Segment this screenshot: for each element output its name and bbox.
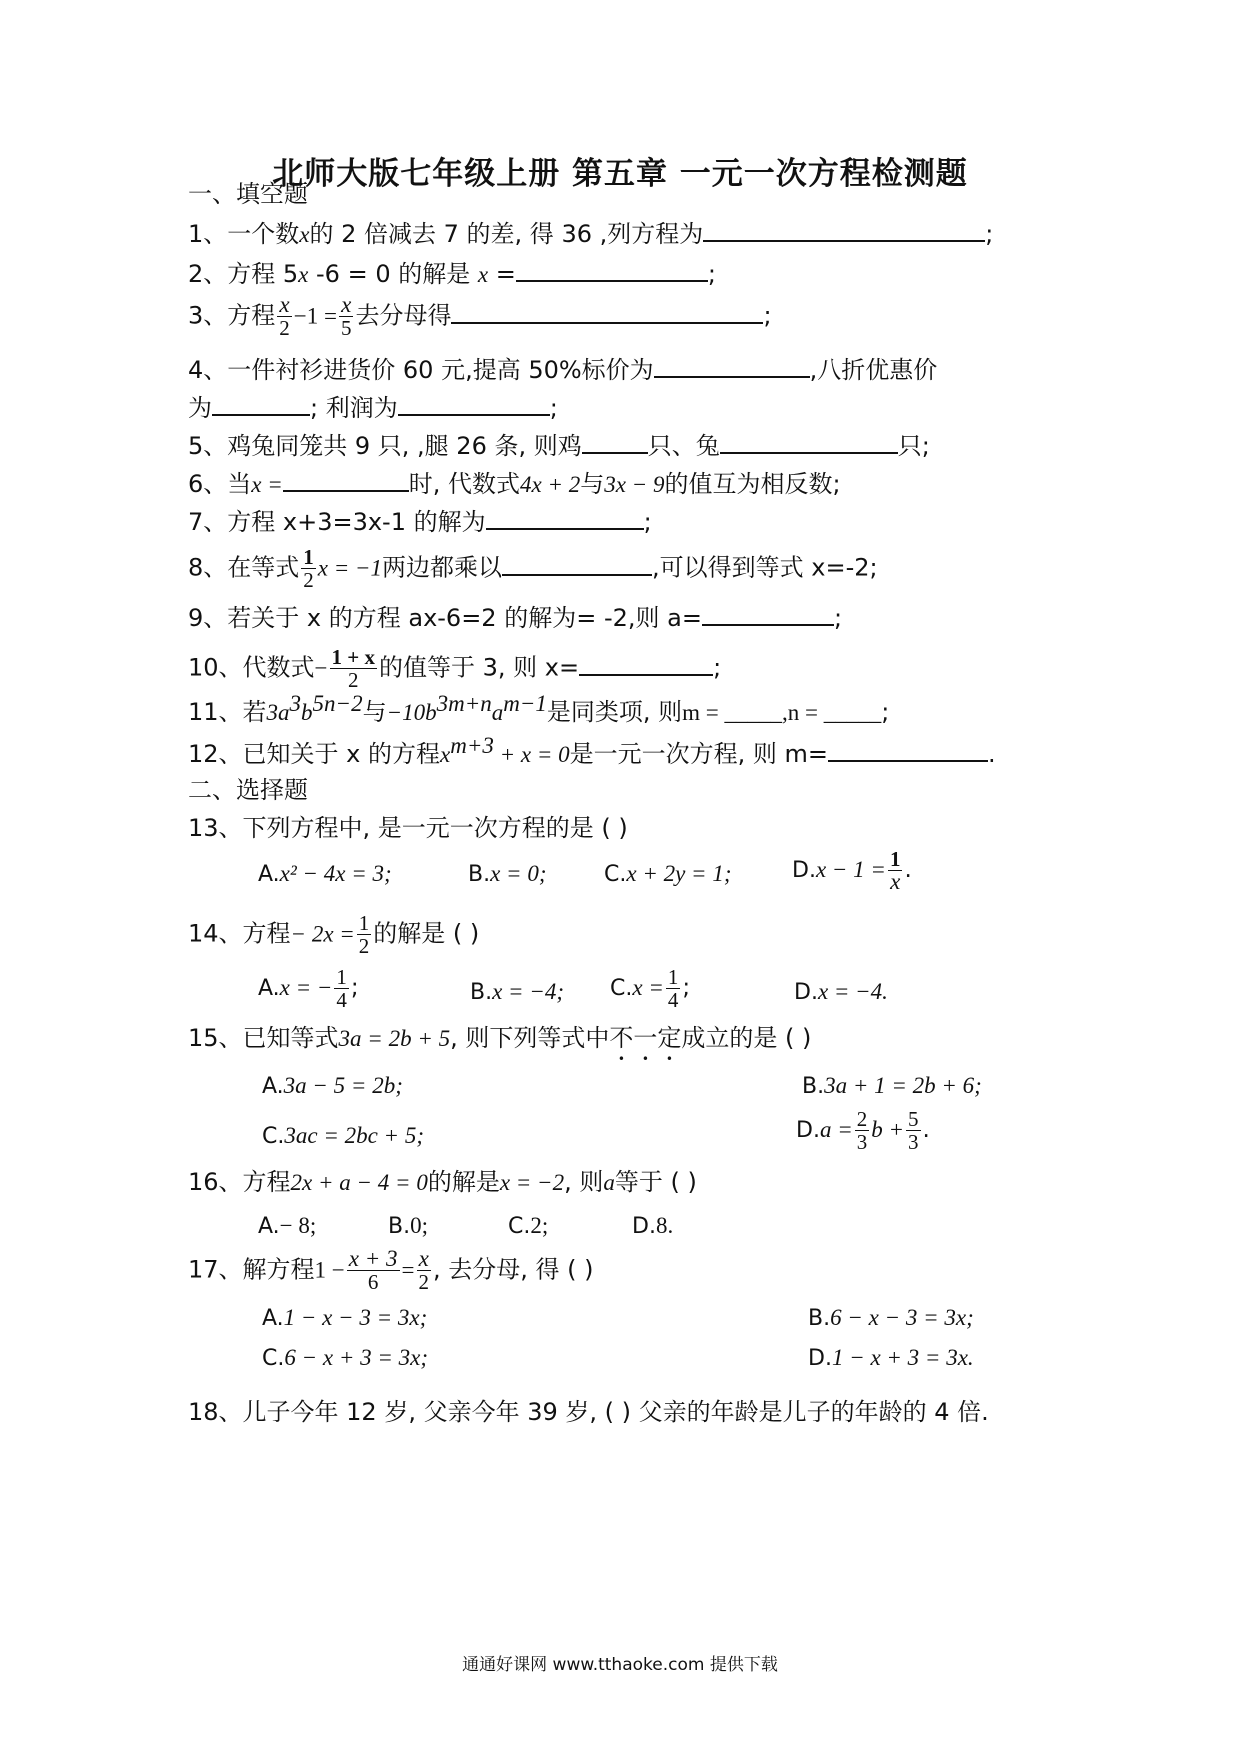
- option-c[interactable]: C.x + 2y = 1;: [604, 861, 732, 887]
- answer-blank[interactable]: [828, 736, 988, 762]
- fraction: $\frac{x + 3}{6}$: [348, 1246, 398, 1294]
- question-10: 10、代数式− $\frac{1 + x}{2}$ 的值等于 3, 则 x= ;: [188, 645, 722, 692]
- answer-blank[interactable]: [702, 600, 834, 626]
- answer-blank[interactable]: [579, 650, 713, 676]
- question-5: 5、鸡兔同笼共 9 只, ,腿 26 条, 则鸡 只、兔 只;: [188, 428, 930, 462]
- option-d[interactable]: D.a = $\frac{2}{3}$ b + $\frac{5}{3}$ .: [796, 1107, 930, 1154]
- question-4-cont: 为 ; 利润为 ;: [188, 390, 558, 424]
- option-c[interactable]: C.6 − x + 3 = 3x;: [262, 1345, 428, 1371]
- fraction: $\frac{x}{2}$: [418, 1246, 429, 1294]
- option-a[interactable]: A.− 8;: [258, 1213, 317, 1239]
- option-c[interactable]: C.2;: [508, 1213, 549, 1239]
- question-15: 15、已知等式3a = 2b + 5, 则下列等式中不一定成立的是 ( ): [188, 1024, 812, 1052]
- page-title: 北师大版七年级上册 第五章 一元一次方程检测题: [272, 156, 968, 192]
- fraction: $\frac{1 + x}{2}$: [331, 645, 375, 692]
- question-4: 4、一件衬衫进货价 60 元,提高 50%标价为 ,八折优惠价: [188, 352, 937, 386]
- fraction: $\frac{1}{2}$: [358, 911, 370, 958]
- answer-blank[interactable]: [582, 428, 648, 454]
- option-d[interactable]: D.8.: [632, 1213, 674, 1239]
- question-11: 11、若$3a^3b^{5n-2}$与$-10b^{3m+n}a^{m-1}$是同类项, 则m = _____,n = _____;: [188, 691, 890, 726]
- option-b[interactable]: B.x = −4;: [470, 979, 565, 1005]
- question-7: 7、方程 x+3=3x-1 的解为 ;: [188, 504, 652, 538]
- question-8: 8、在等式 $\frac{1}{2}$ x = −1两边都乘以 ,可以得到等式 x=-2;: [188, 545, 878, 592]
- answer-blank[interactable]: [703, 216, 985, 242]
- answer-blank[interactable]: [212, 390, 310, 416]
- option-a[interactable]: A.x² − 4x = 3;: [258, 861, 392, 887]
- answer-blank[interactable]: [516, 256, 708, 282]
- question-3: 3、方程 $\frac{x}{2}$ −1 = $\frac{x}{5}$ 去分母得 ;: [188, 292, 772, 340]
- question-17: 17、解方程1 − $\frac{x + 3}{6}$ = $\frac{x}{2}$ , 去分母, 得 ( ): [188, 1246, 594, 1294]
- answer-blank[interactable]: [451, 298, 763, 324]
- question-14: 14、方程− 2x = $\frac{1}{2}$ 的解是 ( ): [188, 911, 480, 958]
- question-9: 9、若关于 x 的方程 ax-6=2 的解为= -2,则 a= ;: [188, 600, 842, 634]
- answer-blank[interactable]: [398, 390, 550, 416]
- option-c[interactable]: C.3ac = 2bc + 5;: [262, 1123, 424, 1149]
- option-b[interactable]: B.0;: [388, 1213, 428, 1239]
- question-12: 12、已知关于 x 的方程$x^{m+3} + x = 0$是一元一次方程, 则 m= .: [188, 733, 996, 768]
- emphasis-text: 不一定: [609, 1024, 682, 1052]
- footer-credit: 通通好课网 www.tthaoke.com 提供下载: [462, 1655, 778, 1675]
- question-1: 1、一个数x的 2 倍减去 7 的差, 得 36 ,列方程为 ;: [188, 216, 993, 251]
- question-6: 6、当x = 时, 代数式4x + 2与3x − 9的值互为相反数;: [188, 466, 841, 501]
- answer-blank[interactable]: [654, 352, 810, 378]
- question-18: 18、儿子今年 12 岁, 父亲今年 39 岁, ( ) 父亲的年龄是儿子的年龄的 4 倍.: [188, 1398, 989, 1426]
- question-16: 16、方程2x + a − 4 = 0的解是x = −2, 则a等于 ( ): [188, 1168, 697, 1196]
- option-a[interactable]: A.x = − $\frac{1}{4}$ ;: [258, 965, 359, 1012]
- question-2: 2、方程 5x -6 = 0 的解是 x = ;: [188, 256, 716, 291]
- option-d[interactable]: D.x = −4.: [794, 979, 888, 1005]
- answer-blank[interactable]: [720, 428, 898, 454]
- fraction: $\frac{x}{2}$: [279, 292, 290, 340]
- option-d[interactable]: D.1 − x + 3 = 3x.: [808, 1345, 974, 1371]
- option-d[interactable]: D.x − 1 = $\frac{1}{x}$ .: [792, 847, 912, 894]
- option-b[interactable]: B.6 − x − 3 = 3x;: [808, 1305, 974, 1331]
- answer-blank[interactable]: [502, 550, 652, 576]
- option-a[interactable]: A.1 − x − 3 = 3x;: [262, 1305, 428, 1331]
- option-b[interactable]: B.3a + 1 = 2b + 6;: [802, 1073, 982, 1099]
- fraction: $\frac{x}{5}$: [340, 292, 352, 340]
- section-fill-in: 一、填空题: [188, 180, 308, 208]
- option-b[interactable]: B.x = 0;: [468, 861, 547, 887]
- fraction: $\frac{1}{2}$: [303, 545, 314, 592]
- option-a[interactable]: A.3a − 5 = 2b;: [262, 1073, 403, 1099]
- option-c[interactable]: C.x = $\frac{1}{4}$ ;: [610, 965, 691, 1012]
- answer-blank[interactable]: [486, 504, 644, 530]
- section-multiple-choice: 二、选择题: [188, 776, 308, 804]
- answer-blank[interactable]: [283, 466, 409, 492]
- question-13: 13、下列方程中, 是一元一次方程的是 ( ): [188, 814, 628, 842]
